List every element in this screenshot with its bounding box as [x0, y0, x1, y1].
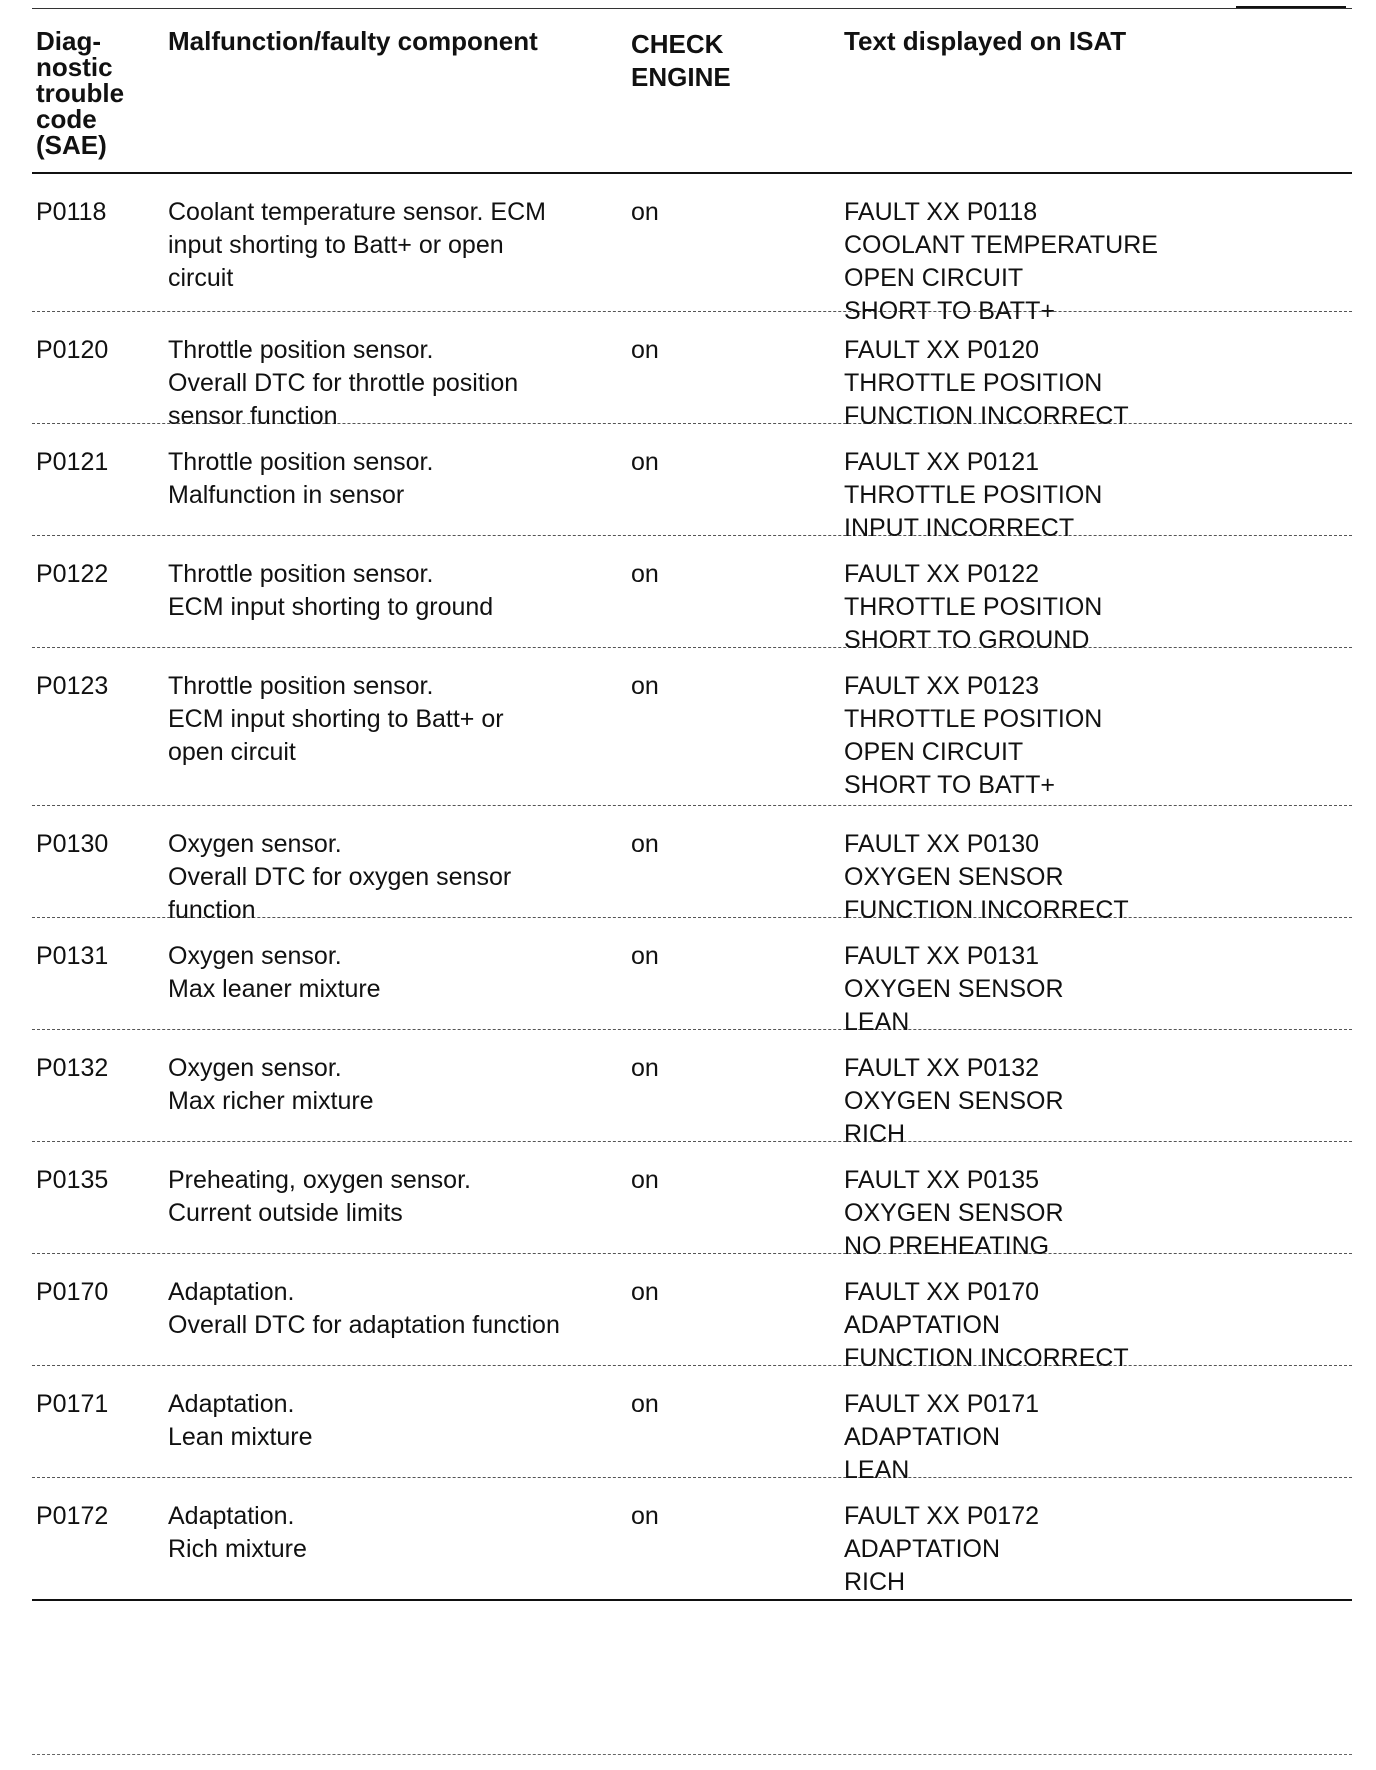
malfunction-cell-line: Oxygen sensor. [168, 1054, 342, 1082]
isat-text-cell-line: OPEN CIRCUIT [844, 738, 1024, 766]
isat-text-cell [844, 940, 1344, 1039]
check-engine-cell: on [631, 1278, 659, 1306]
isat-text-cell-line: FUNCTION INCORRECT [844, 1344, 1129, 1372]
header-check-line: ENGINE [631, 62, 731, 92]
table-row [32, 1142, 1352, 1260]
table-row [32, 536, 1352, 654]
isat-text-cell-line: THROTTLE POSITION [844, 481, 1103, 509]
isat-text-cell-line: FAULT XX P0170 [844, 1278, 1040, 1306]
isat-text-cell-line: FAULT XX P0172 [844, 1502, 1040, 1530]
isat-text-cell-line: ADAPTATION [844, 1311, 1001, 1339]
malfunction-cell [168, 828, 638, 927]
check-engine-cell: on [631, 336, 659, 364]
malfunction-cell-line: Coolant temperature sensor. ECM [168, 198, 546, 226]
isat-text-cell-line: FAULT XX P0135 [844, 1166, 1040, 1194]
check-engine-cell: on [631, 1166, 659, 1194]
header-code-line: code [36, 104, 97, 134]
dtc-code-cell: P0131 [36, 942, 109, 970]
malfunction-cell [168, 940, 638, 1006]
table-row [32, 1478, 1352, 1601]
isat-text-cell-line: OXYGEN SENSOR [844, 1199, 1064, 1227]
isat-text-cell-line: ADAPTATION [844, 1535, 1001, 1563]
isat-text-cell-line: NO PREHEATING [844, 1232, 1050, 1260]
check-engine-cell: on [631, 1054, 659, 1082]
isat-text-cell [844, 196, 1344, 328]
malfunction-cell-line: Throttle position sensor. [168, 336, 434, 364]
isat-text-cell [844, 1500, 1344, 1599]
malfunction-cell [168, 1052, 638, 1118]
dtc-code-cell: P0171 [36, 1390, 109, 1418]
malfunction-cell-line: Oxygen sensor. [168, 830, 342, 858]
malfunction-cell-line: Preheating, oxygen sensor. [168, 1166, 471, 1194]
isat-text-cell-line: SHORT TO BATT+ [844, 297, 1055, 325]
isat-text-cell-line: SHORT TO BATT+ [844, 771, 1055, 799]
malfunction-cell-line: Rich mixture [168, 1535, 307, 1563]
check-engine-cell: on [631, 448, 659, 476]
isat-text-cell [844, 1164, 1344, 1263]
malfunction-cell-line: Throttle position sensor. [168, 448, 434, 476]
malfunction-cell [168, 196, 638, 295]
isat-text-cell-line: OXYGEN SENSOR [844, 975, 1064, 1003]
malfunction-cell-line: Adaptation. [168, 1502, 295, 1530]
malfunction-cell-line: Max leaner mixture [168, 975, 381, 1003]
dtc-code-cell: P0123 [36, 672, 109, 700]
malfunction-cell-line: Oxygen sensor. [168, 942, 342, 970]
malfunction-cell-line: Adaptation. [168, 1278, 295, 1306]
check-engine-cell: on [631, 672, 659, 700]
header-check-engine [631, 28, 821, 94]
malfunction-cell-line: ECM input shorting to ground [168, 593, 494, 621]
isat-text-cell [844, 1388, 1344, 1487]
isat-text-cell-line: INPUT INCORRECT [844, 514, 1075, 542]
check-engine-cell: on [631, 560, 659, 588]
table-row [32, 806, 1352, 924]
isat-text-cell-line: FAULT XX P0171 [844, 1390, 1040, 1418]
isat-text-cell-line: FAULT XX P0120 [844, 336, 1040, 364]
malfunction-cell [168, 334, 638, 433]
malfunction-cell-line: Overall DTC for oxygen sensor [168, 863, 512, 891]
table-row [32, 1030, 1352, 1148]
malfunction-cell [168, 1164, 638, 1230]
isat-text-cell [844, 1052, 1344, 1151]
malfunction-cell-line: Max richer mixture [168, 1087, 374, 1115]
malfunction-cell-line: Throttle position sensor. [168, 560, 434, 588]
bottom-rule [32, 1754, 1352, 1755]
isat-text-cell-line: FAULT XX P0121 [844, 448, 1040, 476]
malfunction-cell-line: open circuit [168, 738, 296, 766]
malfunction-cell [168, 558, 638, 624]
isat-text-cell-line: OPEN CIRCUIT [844, 264, 1024, 292]
isat-text-cell-line: RICH [844, 1568, 906, 1596]
isat-text-cell [844, 828, 1344, 927]
isat-text-cell-line: ADAPTATION [844, 1423, 1001, 1451]
dtc-code-cell: P0130 [36, 830, 109, 858]
isat-text-cell-line: FAULT XX P0131 [844, 942, 1040, 970]
isat-text-cell-line: COOLANT TEMPERATURE [844, 231, 1158, 259]
isat-text-cell-line: LEAN [844, 1456, 910, 1484]
check-engine-cell: on [631, 830, 659, 858]
isat-text-cell-line: RICH [844, 1120, 906, 1148]
header-code-line: (SAE) [36, 130, 107, 160]
malfunction-cell-line: function [168, 896, 256, 924]
dtc-code-cell: P0132 [36, 1054, 109, 1082]
dtc-table-page [32, 0, 1352, 1770]
check-engine-cell: on [631, 942, 659, 970]
table-body [32, 174, 1352, 1601]
isat-text-cell-line: OXYGEN SENSOR [844, 1087, 1064, 1115]
malfunction-cell-line: Throttle position sensor. [168, 672, 434, 700]
header-code [36, 28, 156, 158]
header-code-line: trouble [36, 78, 125, 108]
table-header [32, 22, 1352, 172]
malfunction-cell-line: circuit [168, 264, 234, 292]
isat-text-cell-line: FAULT XX P0118 [844, 198, 1038, 226]
malfunction-cell-line: ECM input shorting to Batt+ or [168, 705, 504, 733]
isat-text-cell-line: OXYGEN SENSOR [844, 863, 1064, 891]
check-engine-cell: on [631, 198, 659, 226]
isat-text-cell [844, 334, 1344, 433]
header-code-line: Diag- [36, 26, 101, 56]
dtc-code-cell: P0170 [36, 1278, 109, 1306]
isat-text-cell [844, 670, 1344, 802]
malfunction-cell-line: input shorting to Batt+ or open [168, 231, 504, 259]
table-row [32, 918, 1352, 1036]
malfunction-cell [168, 670, 638, 769]
isat-text-cell-line: FAULT XX P0123 [844, 672, 1040, 700]
malfunction-cell-line: sensor function [168, 402, 338, 430]
malfunction-cell-line: Lean mixture [168, 1423, 313, 1451]
isat-text-cell-line: SHORT TO GROUND [844, 626, 1090, 654]
dtc-code-cell: P0121 [36, 448, 109, 476]
malfunction-cell-line: Adaptation. [168, 1390, 295, 1418]
dtc-code-cell: P0135 [36, 1166, 109, 1194]
header-check-line: CHECK [631, 29, 724, 59]
isat-text-cell-line: FUNCTION INCORRECT [844, 402, 1129, 430]
isat-text-cell-line: LEAN [844, 1008, 910, 1036]
malfunction-cell-line: Current outside limits [168, 1199, 403, 1227]
malfunction-cell-line: Overall DTC for throttle position [168, 369, 519, 397]
dtc-code-cell: P0172 [36, 1502, 109, 1530]
check-engine-cell: on [631, 1390, 659, 1418]
isat-text-cell-line: FAULT XX P0122 [844, 560, 1040, 588]
malfunction-cell [168, 1500, 638, 1566]
isat-text-cell-line: THROTTLE POSITION [844, 705, 1103, 733]
header-malfunction: Malfunction/faulty component [168, 26, 538, 56]
table-row [32, 1366, 1352, 1484]
header-code-line: nostic [36, 52, 113, 82]
table-row [32, 174, 1352, 325]
isat-text-cell-line: FAULT XX P0132 [844, 1054, 1040, 1082]
table-row [32, 312, 1352, 430]
isat-text-cell [844, 1276, 1344, 1375]
malfunction-cell [168, 1276, 638, 1342]
isat-text-cell-line: THROTTLE POSITION [844, 369, 1103, 397]
table-row [32, 1254, 1352, 1372]
malfunction-cell-line: Overall DTC for adaptation function [168, 1311, 560, 1339]
malfunction-cell [168, 446, 638, 512]
isat-text-cell-line: FUNCTION INCORRECT [844, 896, 1129, 924]
isat-text-cell [844, 558, 1344, 657]
dtc-code-cell: P0118 [36, 198, 107, 226]
isat-text-cell-line: THROTTLE POSITION [844, 593, 1103, 621]
malfunction-cell [168, 1388, 638, 1454]
isat-text-cell [844, 446, 1344, 545]
table-row [32, 648, 1352, 806]
header-isat-text: Text displayed on ISAT [844, 26, 1127, 56]
check-engine-cell: on [631, 1502, 659, 1530]
malfunction-cell-line: Malfunction in sensor [168, 481, 405, 509]
isat-text-cell-line: FAULT XX P0130 [844, 830, 1040, 858]
header-top-rule [32, 8, 1352, 9]
table-row [32, 424, 1352, 542]
dtc-code-cell: P0120 [36, 336, 109, 364]
dtc-code-cell: P0122 [36, 560, 109, 588]
